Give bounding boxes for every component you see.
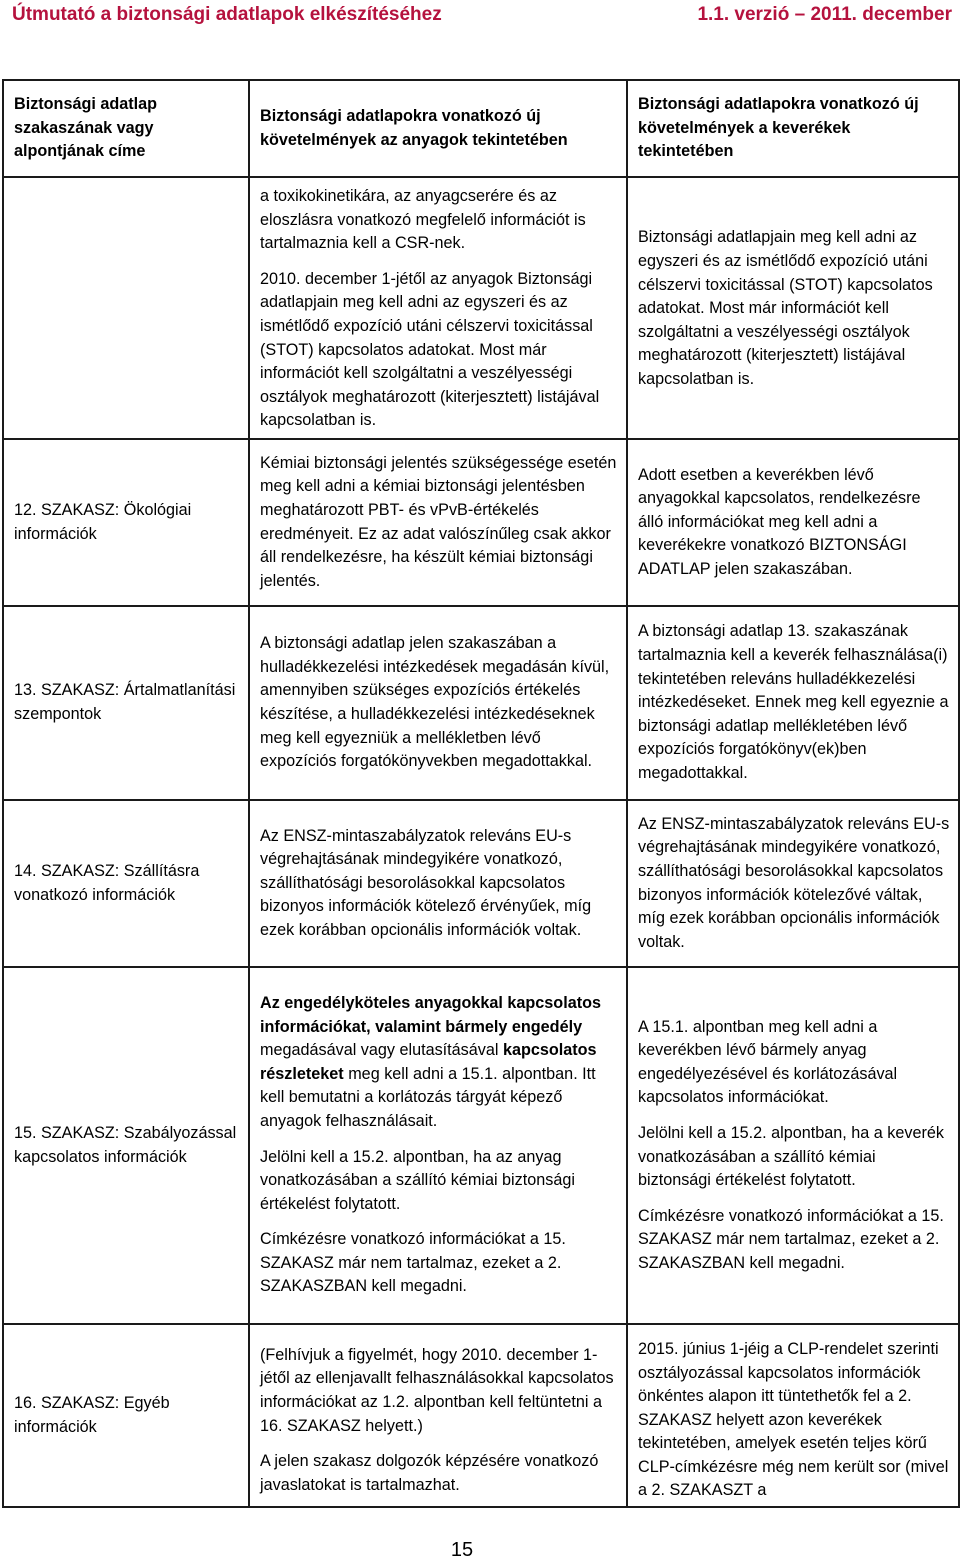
- row-title: 15. SZAKASZ: Szabályozással kapcsolatos információk: [3, 967, 249, 1324]
- substances-cell: [249, 606, 627, 800]
- row-title: 14. SZAKASZ: Szállításra vonatkozó információk: [3, 800, 249, 967]
- mixtures-cell: [627, 1324, 959, 1507]
- cell-paragraph: Az ENSZ-mintaszabályzatok releváns EU-s végrehajtásának mindegyikére vonatkozó, szállíthatósági besorolásokkal kapcsolatos bizonyos információk kötelező érvényűek, míg ezek korábban opcionális információk voltak.: [260, 826, 592, 939]
- substances-cell: [249, 177, 627, 439]
- table-header-row: [3, 80, 959, 177]
- table-row: [3, 967, 959, 1324]
- cell-paragraph: Jelölni kell a 15.2. alpontban, ha az anyag vonatkozásában a szállító kémiai biztonsági értékelést folytatott.: [260, 1147, 575, 1213]
- document-title: Útmutató a biztonsági adatlapok elkészítéséhez: [12, 4, 442, 25]
- row-title: 13. SZAKASZ: Ártalmatlanítási szempontok: [3, 606, 249, 800]
- table-row: [3, 439, 959, 606]
- cell-paragraph: Kémiai biztonsági jelentés szükségessége esetén meg kell adni a kémiai biztonsági jelentésben meghatározott PBT- és vPvB-értékelés eredményeit. Ez az adat valószínűleg csak akkor áll rendelkezésre, ha készült kémiai biztonsági jelentés.: [260, 453, 617, 590]
- mixtures-cell: [627, 967, 959, 1324]
- mixtures-cell: [627, 606, 959, 800]
- cell-paragraph: (Felhívjuk a figyelmét, hogy 2010. december 1-jétől az ellenjavallt felhasználásokkal kapcsolatos információkat az 1.2. alpontban kell feltüntetni a 16. SZAKASZ helyett.): [260, 1345, 614, 1435]
- cell-paragraph: a toxikokinetikára, az anyagcserére és az eloszlásra vonatkozó megfelelő információt is tartalmaznia kell a CSR-nek.: [260, 187, 586, 253]
- column-header-substances: Biztonsági adatlapokra vonatkozó új követelmények az anyagok tekintetében: [249, 80, 627, 177]
- substances-cell: [249, 439, 627, 606]
- cell-paragraph: Az ENSZ-mintaszabályzatok releváns EU-s végrehajtásának mindegyikére vonatkozó, szállíthatósági besorolásokkal kapcsolatos bizonyos információk kötelezővé váltak, míg ezek korábban opcionális információk voltak.: [638, 814, 950, 951]
- table-row: [3, 800, 959, 967]
- cell-paragraph: Adott esetben a keverékben lévő anyagokkal kapcsolatos, rendelkezésre álló információkat meg kell adni a keverékekre vonatkozó BIZTONSÁGI ADATLAP jelen szakaszában.: [638, 465, 921, 578]
- mixtures-cell: [627, 177, 959, 439]
- column-header-section: Biztonsági adatlap szakaszának vagy alpontjának címe: [3, 80, 249, 177]
- substances-cell: [249, 800, 627, 967]
- substances-cell: [249, 1324, 627, 1507]
- page-number: 15: [450, 1539, 474, 1561]
- table-row: [3, 606, 959, 800]
- bold-text: kapcsolatos részleteket: [260, 1041, 597, 1083]
- substances-cell: [249, 967, 627, 1324]
- cell-paragraph: A 15.1. alpontban meg kell adni a keverékben lévő bármely anyag engedélyezésével és korlátozásával kapcsolatos információkat.: [638, 1017, 898, 1107]
- column-header-mixtures: Biztonsági adatlapokra vonatkozó új követelmények a keverékek tekintetében: [627, 80, 959, 177]
- row-title: 12. SZAKASZ: Ökológiai információk: [3, 439, 249, 606]
- table-row: [3, 177, 959, 439]
- cell-paragraph: 2015. június 1-jéig a CLP-rendelet szerinti osztályozással kapcsolatos információk önkéntes alapon itt tüntethetők fel a 2. SZAKASZ helyett azon keverékek tekintetében, amelyek esetén teljes körű CLP-címkézésre még nem került sor (mivel a 2. SZAKASZT a: [638, 1339, 949, 1500]
- cell-paragraph: A biztonsági adatlap jelen szakaszában a hulladékkezelési intézkedések megadásán kívül, amennyiben szükséges expozíciós értékelés készítése, a hulladékkezelési intézkedéseknek meg kell egyezniük a mellékletben lévő expozíciós forgatókönyvekben megadottakkal.: [260, 634, 610, 771]
- table-row: [3, 1324, 959, 1507]
- mixtures-cell: [627, 800, 959, 967]
- row-title: 16. SZAKASZ: Egyéb információk: [3, 1324, 249, 1507]
- cell-paragraph: Címkézésre vonatkozó információkat a 15. SZAKASZ már nem tartalmaz, ezeket a 2. SZAKASZBAN kell megadni.: [260, 1230, 566, 1296]
- plain-text: meg kell adni a 15.1. alpontban. Itt kell bemutatni a korlátozás tárgyát képező anyagok felhasználásait.: [260, 1064, 596, 1130]
- cell-paragraph: A biztonsági adatlap 13. szakaszának tartalmaznia kell a keverék felhasználása(i) tekintetében releváns hulladékkezelési intézkedéseket. Ennek meg kell egyeznie a biztonsági adatlap mellékletében lévő expozíciós forgatókönyv(ek)ben megadottakkal.: [638, 622, 949, 782]
- requirements-table: [2, 79, 960, 1508]
- document-header: [12, 4, 952, 30]
- cell-paragraph: [260, 992, 618, 1134]
- cell-paragraph: A jelen szakasz dolgozók képzésére vonatkozó javaslatokat is tartalmazhat.: [260, 1452, 599, 1494]
- plain-text: megadásával vagy elutasításával: [260, 1041, 503, 1060]
- cell-paragraph: Jelölni kell a 15.2. alpontban, ha a keverék vonatkozásában a szállító kémiai biztonsági értékelést folytatott.: [638, 1123, 944, 1190]
- cell-paragraph: Biztonsági adatlapjain meg kell adni az egyszeri és az ismétlődő expozíció utáni célszervi toxicitással (STOT) kapcsolatos adatokat. Most már információt kell szolgáltatni a veszélyességi osztályok meghatározott (kiterjesztett) listájával kapcsolatban is.: [638, 228, 933, 388]
- document-version: 1.1. verzió – 2011. december: [697, 4, 952, 25]
- cell-paragraph: 2010. december 1-jétől az anyagok Biztonsági adatlapjain meg kell adni az egyszeri és az ismétlődő expozíció utáni célszervi toxicitással (STOT) kapcsolatos adatokat. Most már információt kell szolgáltatni a veszélyességi osztályok meghatározott (kiterjesztett) listájával kapcsolatban is.: [260, 269, 600, 430]
- bold-text: Az engedélyköteles anyagokkal kapcsolatos információkat, valamint bármely engedély: [260, 993, 601, 1036]
- mixtures-cell: [627, 439, 959, 606]
- row-title: [3, 177, 249, 439]
- cell-paragraph: Címkézésre vonatkozó információkat a 15. SZAKASZ már nem tartalmaz, ezeket a 2. SZAKASZBAN kell megadni.: [638, 1206, 944, 1272]
